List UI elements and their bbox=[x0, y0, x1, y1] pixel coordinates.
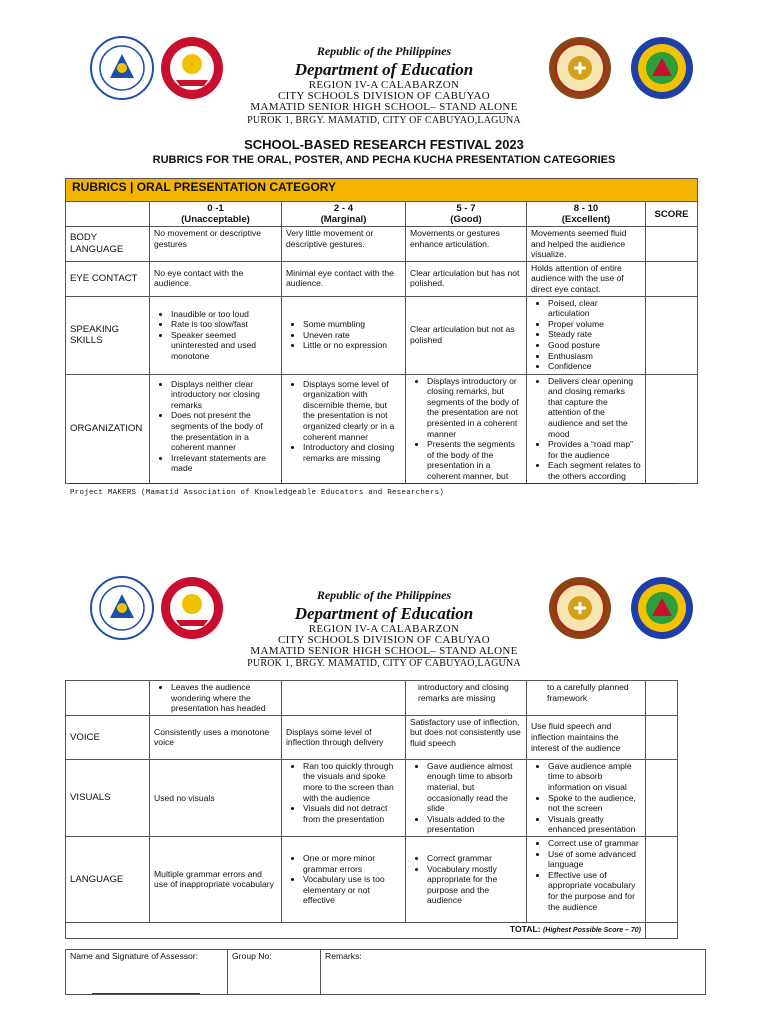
rubric-cell bbox=[406, 759, 527, 836]
level-label: (Excellent) bbox=[561, 214, 611, 225]
rubric-cell: Movements or gestures enhance articulation. bbox=[406, 227, 527, 262]
rubric-header-row bbox=[66, 202, 698, 227]
rubric-table-page1 bbox=[65, 178, 698, 484]
division-line: CITY SCHOOLS DIVISION OF CABUYAO bbox=[277, 90, 491, 102]
rubric-cell bbox=[527, 296, 646, 374]
level-header bbox=[282, 202, 406, 227]
group-field[interactable]: Group No: bbox=[228, 950, 321, 995]
rubric-cell bbox=[527, 836, 646, 922]
rubric-list-item: • Confidence bbox=[548, 361, 641, 372]
rubric-list-item: • Leaves the audience wondering where the presentation has headed bbox=[171, 682, 277, 714]
total-label-cell bbox=[66, 922, 646, 938]
level-label: (Unacceptable) bbox=[181, 214, 250, 225]
level-header bbox=[527, 202, 646, 227]
level-range: 2 - 4 bbox=[333, 203, 354, 214]
region-line: REGION IV-A CALABARZON bbox=[308, 79, 460, 91]
rubric-list-item: • Irrelevant statements are made bbox=[171, 453, 277, 474]
rubric-cell bbox=[527, 759, 646, 836]
rubric-list-item: • Little or no expression bbox=[303, 340, 401, 351]
rubric-row bbox=[66, 227, 698, 262]
rubric-list-item: • Use of some advanced language bbox=[548, 849, 641, 870]
total-label: TOTAL: bbox=[509, 923, 541, 934]
criterion-label: ORGANIZATION bbox=[66, 374, 150, 483]
level-range: 5 - 7 bbox=[456, 203, 476, 214]
score-cell[interactable] bbox=[646, 759, 678, 836]
rubric-cell bbox=[150, 681, 282, 716]
assessor-field[interactable]: Name and Signature of Assessor: bbox=[66, 950, 228, 995]
rubric-cell: Clear articulation but has not polished. bbox=[406, 261, 527, 296]
rubric-cell: Displays some level of inflection through delivery bbox=[282, 715, 406, 759]
rubric-list-item: • Good posture bbox=[548, 340, 641, 351]
rubric-list-item: • Does not present the segments of the body of the presentation in a coherent manner bbox=[171, 410, 277, 452]
rubric-list-item: • Steady rate bbox=[548, 329, 641, 340]
page-title: SCHOOL-BASED RESEARCH FESTIVAL 2023 bbox=[244, 137, 524, 152]
rubric-list-item: • Presents the segments of the body of the presentation in a coherent manner, but bbox=[427, 439, 522, 481]
rubric-list-item: • Visuals greatly enhanced presentation bbox=[548, 814, 641, 835]
signature-table bbox=[65, 949, 706, 995]
level-header bbox=[406, 202, 527, 227]
rubric-list-item: • Poised, clear articulation bbox=[548, 298, 641, 319]
criterion-label: LANGUAGE bbox=[66, 836, 150, 922]
rubric-list-item: • Correct grammar bbox=[427, 853, 522, 864]
rubric-list-item: • Delivers clear opening and closing remarks that capture the attention of the audience and set the mood bbox=[548, 376, 641, 440]
score-cell[interactable] bbox=[646, 296, 698, 374]
rubric-row bbox=[66, 759, 678, 836]
header-rule bbox=[260, 113, 508, 114]
rubric-cell: Multiple grammar errors and use of inappropriate vocabulary bbox=[150, 836, 282, 922]
rubric-list bbox=[410, 376, 522, 482]
rubric-row bbox=[66, 715, 678, 759]
rubric-list-item: • Provides a “road map” for the audience bbox=[548, 439, 641, 460]
department-line: Department of Education bbox=[294, 604, 474, 623]
rubric-row bbox=[66, 261, 698, 296]
rubric-list-item: • Gave audience almost enough time to absorb material, but occasionally read the slide bbox=[427, 761, 522, 814]
rubric-cell: Movements seemed fluid and helped the audience visualize. bbox=[527, 227, 646, 262]
rubric-list-item: • Introductory and closing remarks are missing bbox=[303, 442, 401, 463]
footer-rule bbox=[70, 483, 678, 484]
rubric-cell bbox=[406, 374, 527, 483]
rubric-list bbox=[531, 838, 641, 912]
rubric-band bbox=[66, 179, 698, 202]
rubric-list-item: • Visuals added to the presentation bbox=[427, 814, 522, 835]
total-score-cell[interactable] bbox=[646, 922, 678, 938]
rubric-row bbox=[66, 836, 678, 922]
rubric-cell: Consistently uses a monotone voice bbox=[150, 715, 282, 759]
address-line: PUROK 1, BRGY. MAMATID, CITY OF CABUYAO,LAGUNA bbox=[247, 115, 521, 126]
rubric-list-item: • Ran too quickly through the visuals and spoke more to the screen than with the audience bbox=[303, 761, 401, 803]
rubric-list-item: • Speaker seemed uninterested and used monotone bbox=[171, 330, 277, 362]
republic-line: Republic of the Philippines bbox=[316, 44, 452, 58]
rubric-cell bbox=[282, 296, 406, 374]
score-header: SCORE bbox=[646, 202, 698, 227]
page-subtitle: RUBRICS FOR THE ORAL, POSTER, AND PECHA KUCHA PRESENTATION CATEGORIES bbox=[152, 154, 616, 166]
criterion-label: BODY LANGUAGE bbox=[66, 227, 150, 262]
signature-line bbox=[92, 993, 200, 994]
rubric-cell: to a carefully planned framework bbox=[527, 681, 646, 716]
rubric-cell: Holds attention of entire audience with the use of direct eye contact. bbox=[527, 261, 646, 296]
rubric-row bbox=[66, 296, 698, 374]
rubric-list-item: • Correct use of grammar bbox=[548, 838, 641, 849]
rubric-list bbox=[410, 761, 522, 835]
rubric-list bbox=[410, 853, 522, 906]
rubric-cell bbox=[527, 374, 646, 483]
rubric-list bbox=[286, 379, 401, 464]
criterion-label bbox=[66, 681, 150, 716]
criterion-label: EYE CONTACT bbox=[66, 261, 150, 296]
rubric-cell: Very little movement or descriptive gestures. bbox=[282, 227, 406, 262]
rubric-cell: No eye contact with the audience. bbox=[150, 261, 282, 296]
score-cell[interactable] bbox=[646, 261, 698, 296]
rubric-cell bbox=[282, 759, 406, 836]
rubric-list bbox=[531, 761, 641, 835]
rubric-list-item: • Displays some level of organization with discernible theme, but the presentation is not organized clearly or in a coherent manner bbox=[303, 379, 401, 443]
score-cell[interactable] bbox=[646, 227, 698, 262]
rubric-cell: Satisfactory use of inflection, but does not consistently use fluid speech bbox=[406, 715, 527, 759]
total-note: (Highest Possible Score – 70) bbox=[542, 926, 641, 934]
rubric-list-item: • Effective use of appropriate vocabulary for the purpose and for the audience bbox=[548, 870, 641, 912]
rubric-cell: Clear articulation but not as polished bbox=[406, 296, 527, 374]
rubric-cell: Used no visuals bbox=[150, 759, 282, 836]
rubric-row bbox=[66, 374, 698, 483]
rubric-cell bbox=[282, 374, 406, 483]
rubric-cell bbox=[150, 296, 282, 374]
rubric-cell: No movement or descriptive gestures bbox=[150, 227, 282, 262]
criterion-header bbox=[66, 202, 150, 227]
rubric-row bbox=[66, 681, 678, 716]
region-line: REGION IV-A CALABARZON bbox=[308, 623, 460, 635]
score-cell[interactable] bbox=[646, 374, 698, 483]
rubric-cell: introductory and closing remarks are missing bbox=[406, 681, 527, 716]
rubric-band-title: RUBRICS | ORAL PRESENTATION CATEGORY bbox=[66, 179, 698, 202]
rubric-list bbox=[154, 379, 277, 474]
score-cell[interactable] bbox=[646, 715, 678, 759]
rubric-cell bbox=[282, 681, 406, 716]
rubric-cell: Minimal eye contact with the audience. bbox=[282, 261, 406, 296]
score-cell[interactable] bbox=[646, 836, 678, 922]
address-line: PUROK 1, BRGY. MAMATID, CITY OF CABUYAO,LAGUNA bbox=[247, 658, 521, 669]
remarks-field[interactable]: Remarks: bbox=[321, 950, 706, 995]
page1-header bbox=[0, 0, 768, 126]
division-line: CITY SCHOOLS DIVISION OF CABUYAO bbox=[277, 634, 491, 646]
rubric-list-item: • Visuals did not detract from the presentation bbox=[303, 803, 401, 824]
republic-line: Republic of the Philippines bbox=[316, 588, 452, 602]
level-label: (Good) bbox=[450, 214, 482, 225]
rubric-list-item: • Vocabulary mostly appropriate for the purpose and the audience bbox=[427, 864, 522, 906]
rubric-list-item: • Enthusiasm bbox=[548, 351, 641, 362]
rubric-list-item: • Each segment relates to the others according bbox=[548, 460, 641, 481]
rubric-list-item: • Rate is too slow/fast bbox=[171, 319, 277, 330]
level-label: (Marginal) bbox=[320, 214, 367, 225]
rubric-cell bbox=[406, 836, 527, 922]
rubric-list bbox=[531, 376, 641, 482]
criterion-label: VISUALS bbox=[66, 759, 150, 836]
rubric-list bbox=[154, 682, 277, 714]
school-line: MAMATID SENIOR HIGH SCHOOL– STAND ALONE bbox=[250, 645, 518, 657]
criterion-label: VOICE bbox=[66, 715, 150, 759]
rubric-list bbox=[531, 298, 641, 372]
rubric-list-item: • One or more minor grammar errors bbox=[303, 853, 401, 874]
total-row bbox=[66, 922, 678, 938]
footer-project: Project MAKERS (Mamatid Association of Knowledgeable Educators and Researchers) bbox=[70, 489, 445, 497]
rubric-list-item: • Some mumbling bbox=[303, 319, 401, 330]
school-line: MAMATID SENIOR HIGH SCHOOL– STAND ALONE bbox=[250, 101, 518, 113]
level-header bbox=[150, 202, 282, 227]
rubric-list-item: • Displays introductory or closing remarks, but segments of the body of the presentation are not presented in a coherent manner bbox=[427, 376, 522, 440]
rubric-cell: Use fluid speech and inflection maintains the interest of the audience bbox=[527, 715, 646, 759]
page2-header bbox=[0, 544, 768, 669]
level-range: 8 - 10 bbox=[573, 203, 599, 214]
rubric-cell bbox=[282, 836, 406, 922]
rubric-list bbox=[286, 761, 401, 825]
rubric-list-item: • Uneven rate bbox=[303, 330, 401, 341]
rubric-cell bbox=[150, 374, 282, 483]
rubric-list-item: • Vocabulary use is too elementary or not effective bbox=[303, 874, 401, 906]
rubric-list bbox=[154, 309, 277, 362]
rubric-list-item: • Spoke to the audience, not the screen bbox=[548, 793, 641, 814]
rubric-table-page2 bbox=[65, 680, 678, 939]
rubric-list-item: • Proper volume bbox=[548, 319, 641, 330]
criterion-label: SPEAKING SKILLS bbox=[66, 296, 150, 374]
rubric-list-item: • Inaudible or too loud bbox=[171, 309, 277, 320]
level-range: 0 -1 bbox=[207, 203, 224, 214]
rubric-list-item: • Gave audience ample time to absorb information on visual bbox=[548, 761, 641, 793]
department-line: Department of Education bbox=[294, 60, 474, 79]
rubric-list bbox=[286, 319, 401, 351]
rubric-list-item: • Displays neither clear introductory nor closing remarks bbox=[171, 379, 277, 411]
score-cell[interactable] bbox=[646, 681, 678, 716]
rubric-list bbox=[286, 853, 401, 906]
